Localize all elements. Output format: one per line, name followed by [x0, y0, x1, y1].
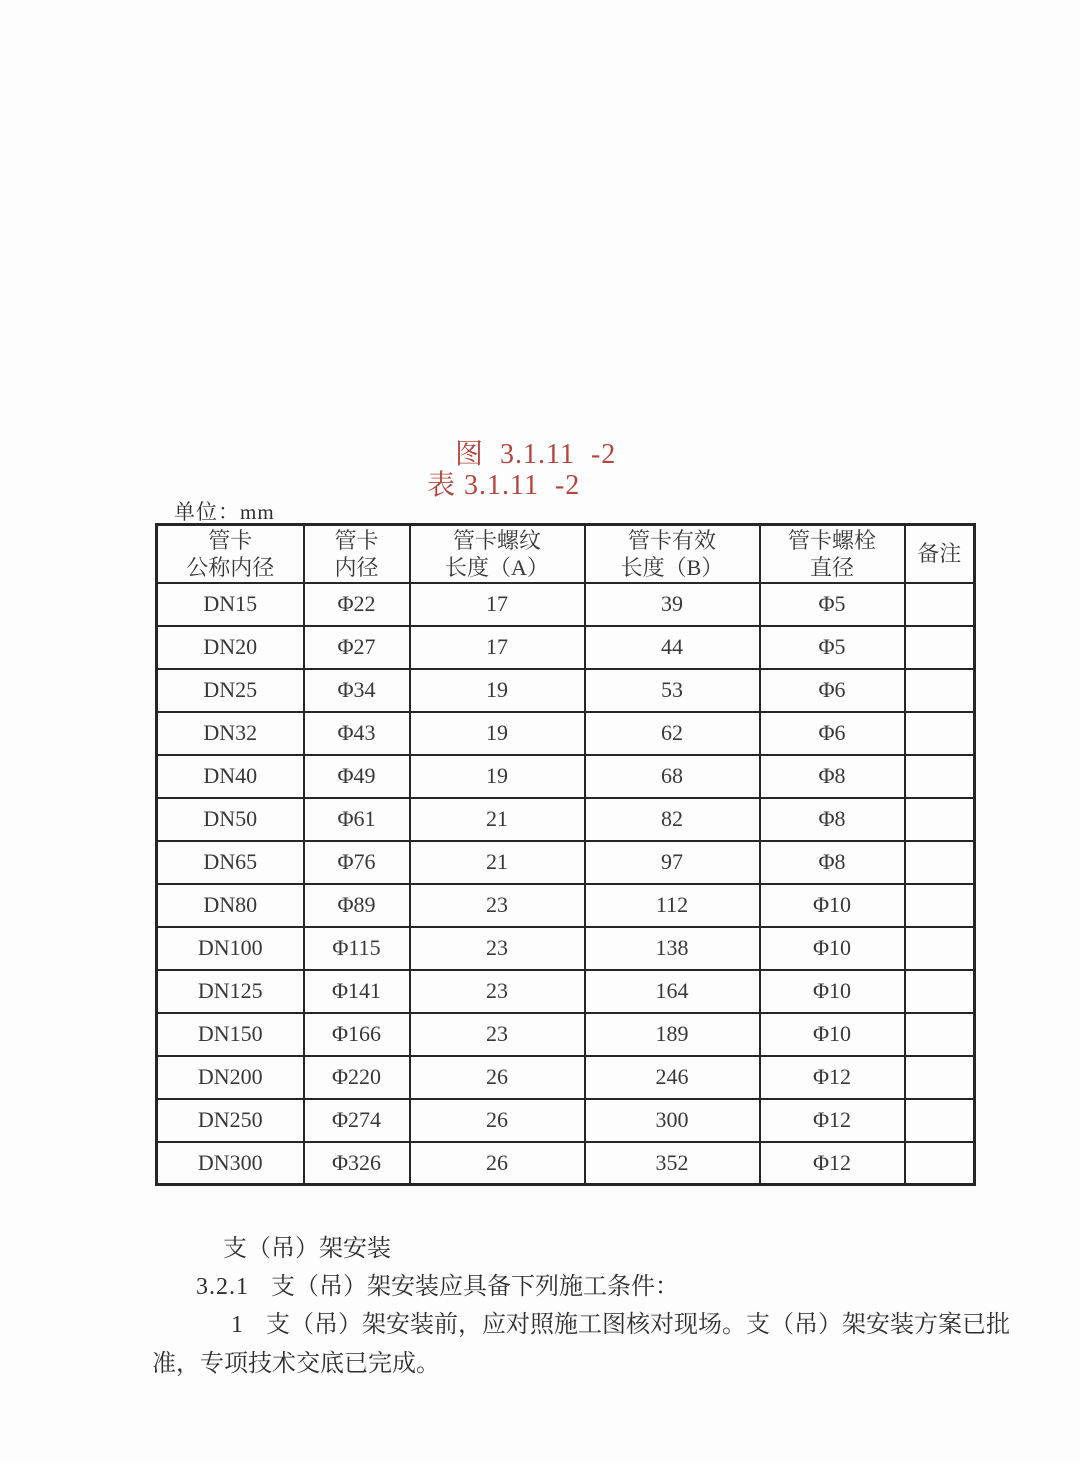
header-line: 长度（A）: [445, 554, 549, 580]
table-cell: 352: [585, 1142, 760, 1185]
item-number: 1: [231, 1312, 244, 1338]
table-cell: 53: [585, 669, 760, 712]
header-line: 管卡螺栓: [787, 527, 876, 553]
table-cell: Φ6: [760, 669, 905, 712]
table-cell: DN250: [157, 1099, 304, 1142]
pipe-clamp-spec-table: [155, 523, 976, 1186]
table-cell: Φ6: [760, 712, 905, 755]
table-cell: Φ141: [304, 970, 410, 1013]
table-row: [157, 669, 975, 712]
table-cell: [905, 583, 975, 626]
item-line-first: [231, 1310, 1010, 1340]
table-cell: [905, 1142, 975, 1185]
item-text: 支（吊）架安装前，应对照施工图核对现场。支（吊）架安装方案已批: [266, 1312, 1010, 1338]
table-cell: Φ89: [304, 884, 410, 927]
table-cell: 23: [410, 970, 585, 1013]
table-cell: 26: [410, 1142, 585, 1185]
table-cell: [905, 970, 975, 1013]
table-cell: 246: [585, 1056, 760, 1099]
table-cell: [905, 1099, 975, 1142]
table-cell: Φ274: [304, 1099, 410, 1142]
header-thread-length-a: [410, 525, 585, 583]
table-cell: Φ5: [760, 583, 905, 626]
table-cell: 17: [410, 583, 585, 626]
table-cell: 26: [410, 1099, 585, 1142]
table-cell: 68: [585, 755, 760, 798]
table-cell: 62: [585, 712, 760, 755]
table-cell: Φ49: [304, 755, 410, 798]
header-effective-length-b: [585, 525, 760, 583]
section-heading: 支（吊）架安装: [223, 1236, 391, 1262]
header-nominal-inner-diameter: [157, 525, 304, 583]
table-cell: Φ61: [304, 798, 410, 841]
table-cell: Φ22: [304, 583, 410, 626]
table-cell: Φ10: [760, 884, 905, 927]
header-line: 管卡: [208, 527, 253, 553]
table-cell: 164: [585, 970, 760, 1013]
table-cell: Φ8: [760, 798, 905, 841]
table-cell: 112: [585, 884, 760, 927]
table-cell: Φ10: [760, 927, 905, 970]
table-caption: 表 3.1.11 -2: [427, 470, 581, 501]
table-row: [157, 970, 975, 1013]
table-cell: 17: [410, 626, 585, 669]
table-cell: [905, 841, 975, 884]
table-cell: Φ166: [304, 1013, 410, 1056]
table-cell: DN100: [157, 927, 304, 970]
table-cell: DN80: [157, 884, 304, 927]
clause-number: 3.2.1: [196, 1274, 249, 1300]
table-cell: [905, 1056, 975, 1099]
clause-line: [196, 1272, 679, 1302]
table-row: [157, 1013, 975, 1056]
table-cell: 189: [585, 1013, 760, 1056]
table-cell: Φ326: [304, 1142, 410, 1185]
table-cell: DN300: [157, 1142, 304, 1185]
table-cell: DN32: [157, 712, 304, 755]
table-cell: Φ220: [304, 1056, 410, 1099]
table-cell: 19: [410, 712, 585, 755]
table-cell: 26: [410, 1056, 585, 1099]
table-cell: 23: [410, 927, 585, 970]
header-line: 管卡螺纹: [452, 527, 541, 553]
header-line: 长度（B）: [620, 554, 724, 580]
header-line: 备注: [917, 541, 962, 567]
table-cell: Φ10: [760, 970, 905, 1013]
table-cell: [905, 798, 975, 841]
table-cell: Φ34: [304, 669, 410, 712]
table-cell: DN65: [157, 841, 304, 884]
table-cell: 19: [410, 669, 585, 712]
table-cell: DN25: [157, 669, 304, 712]
table-row: [157, 755, 975, 798]
table-cell: Φ115: [304, 927, 410, 970]
table-cell: Φ12: [760, 1099, 905, 1142]
table-cell: [905, 755, 975, 798]
table-row: [157, 712, 975, 755]
table-row: [157, 1142, 975, 1185]
header-remarks: [905, 525, 975, 583]
table-row: [157, 1056, 975, 1099]
figure-caption: 图 3.1.11 -2: [455, 439, 617, 470]
header-line: 内径: [334, 554, 379, 580]
table-cell: 19: [410, 755, 585, 798]
table-row: [157, 626, 975, 669]
header-line: 管卡有效: [627, 527, 716, 553]
table-body: [157, 583, 975, 1185]
header-line: 直径: [809, 554, 854, 580]
table-cell: DN125: [157, 970, 304, 1013]
table-cell: Φ10: [760, 1013, 905, 1056]
table-cell: Φ12: [760, 1056, 905, 1099]
header-line: 管卡: [334, 527, 379, 553]
table-cell: Φ43: [304, 712, 410, 755]
table-cell: 23: [410, 884, 585, 927]
unit-label: 单位：mm: [174, 500, 275, 524]
table-cell: [905, 1013, 975, 1056]
table-cell: 21: [410, 798, 585, 841]
table-cell: DN50: [157, 798, 304, 841]
table-cell: Φ27: [304, 626, 410, 669]
table-cell: 23: [410, 1013, 585, 1056]
table-cell: 300: [585, 1099, 760, 1142]
table-header-row: [157, 525, 975, 583]
table-cell: 82: [585, 798, 760, 841]
table-cell: DN150: [157, 1013, 304, 1056]
table-row: [157, 798, 975, 841]
table-row: [157, 841, 975, 884]
header-bolt-diameter: [760, 525, 905, 583]
table-row: [157, 1099, 975, 1142]
table-cell: DN40: [157, 755, 304, 798]
table-cell: Φ76: [304, 841, 410, 884]
header-line: 公称内径: [186, 554, 275, 580]
table-cell: Φ8: [760, 755, 905, 798]
item-line-continuation: 准，专项技术交底已完成。: [152, 1351, 440, 1377]
table-cell: DN15: [157, 583, 304, 626]
table-row: [157, 884, 975, 927]
table-cell: 44: [585, 626, 760, 669]
table-row: [157, 927, 975, 970]
table-cell: 97: [585, 841, 760, 884]
table-row: [157, 583, 975, 626]
table-cell: 21: [410, 841, 585, 884]
table-cell: [905, 669, 975, 712]
table-cell: DN20: [157, 626, 304, 669]
table-cell: 39: [585, 583, 760, 626]
table-cell: DN200: [157, 1056, 304, 1099]
table-cell: Φ12: [760, 1142, 905, 1185]
table-cell: Φ5: [760, 626, 905, 669]
table-cell: Φ8: [760, 841, 905, 884]
table-cell: [905, 626, 975, 669]
clause-text: 支（吊）架安装应具备下列施工条件：: [271, 1274, 679, 1300]
table-cell: [905, 884, 975, 927]
table-cell: [905, 712, 975, 755]
table-header: [157, 525, 975, 583]
header-clamp-inner-diameter: [304, 525, 410, 583]
table-cell: [905, 927, 975, 970]
table-cell: 138: [585, 927, 760, 970]
